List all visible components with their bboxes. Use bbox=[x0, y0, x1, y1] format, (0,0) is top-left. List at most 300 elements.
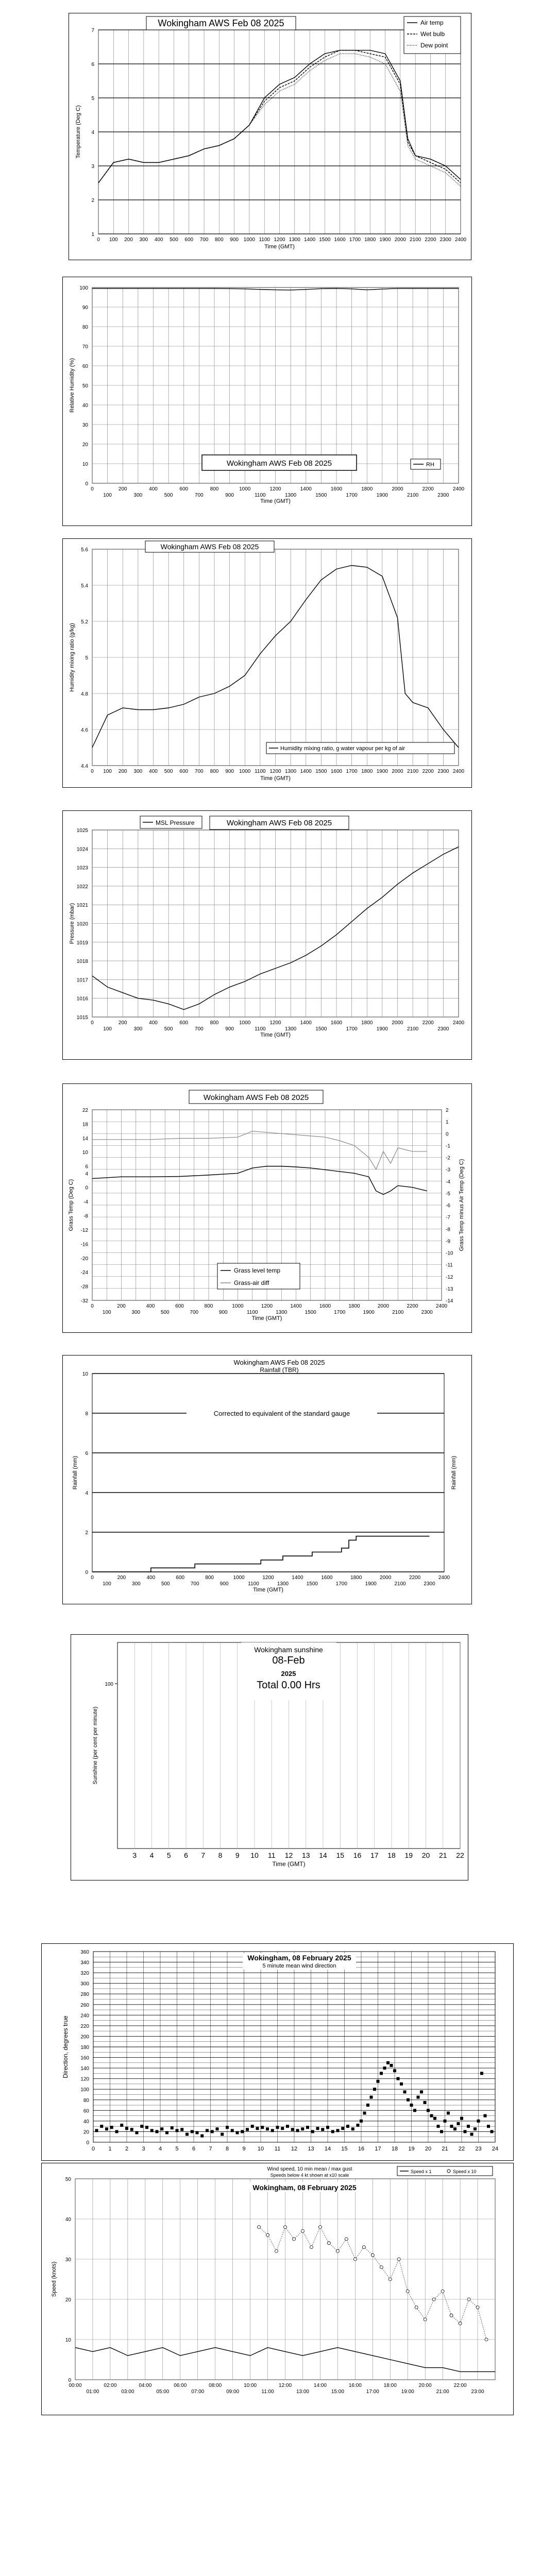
data-point bbox=[284, 2226, 287, 2229]
x-tick-label: 900 bbox=[225, 1026, 234, 1032]
y-tick-label: 90 bbox=[82, 305, 88, 311]
humidity-panel bbox=[62, 277, 472, 526]
x-tick-label: 1400 bbox=[303, 237, 316, 243]
x-tick-label: 2400 bbox=[452, 486, 465, 492]
x-tick-label: 1000 bbox=[239, 1020, 251, 1026]
grass-temp-panel bbox=[62, 1083, 472, 1333]
x-tick-label: 300 bbox=[131, 1310, 141, 1315]
data-point bbox=[437, 2125, 440, 2128]
y-tick-label: 140 bbox=[80, 2066, 89, 2072]
y-tick-label: 20 bbox=[65, 2297, 71, 2303]
x-tick-label: 300 bbox=[133, 769, 143, 774]
y-tick-label: 5.2 bbox=[81, 619, 88, 625]
x-tick-label: 1600 bbox=[330, 486, 343, 492]
x-tick-label: 15 bbox=[341, 2146, 348, 2152]
data-point bbox=[415, 2306, 418, 2309]
pressure-panel bbox=[62, 810, 472, 1060]
y-tick-label: 5.6 bbox=[81, 547, 88, 553]
data-point bbox=[110, 2126, 113, 2129]
x-tick-label: 11:00 bbox=[261, 2389, 274, 2395]
x-tick-label: 0 bbox=[91, 2146, 95, 2152]
x-tick-label: 15 bbox=[336, 1851, 345, 1859]
y-tick-label: 180 bbox=[80, 2045, 89, 2050]
legend-label: Humidity mixing ratio, g water vapour per kg of air bbox=[280, 745, 405, 752]
data-point bbox=[185, 2133, 189, 2136]
data-point bbox=[251, 2125, 254, 2128]
x-tick-label: 2000 bbox=[394, 237, 406, 243]
data-point bbox=[266, 2233, 269, 2236]
y-tick-label: 1020 bbox=[76, 921, 88, 927]
y-tick-label: 6 bbox=[91, 62, 94, 67]
wind-speed-panel bbox=[41, 2163, 514, 2415]
data-point bbox=[258, 2226, 261, 2229]
y2-tick-label: -7 bbox=[446, 1215, 450, 1221]
data-point bbox=[417, 2096, 420, 2099]
data-point bbox=[406, 2290, 409, 2293]
data-point bbox=[410, 2104, 413, 2107]
x-tick-label: 2000 bbox=[392, 769, 403, 774]
data-point bbox=[140, 2125, 143, 2128]
data-point bbox=[366, 2104, 369, 2107]
y-tick-label: 4 bbox=[85, 1171, 88, 1177]
x-tick-label: 10:00 bbox=[244, 2383, 257, 2388]
x-tick-label: 800 bbox=[210, 486, 219, 492]
data-point bbox=[430, 2114, 433, 2117]
x-tick-label: 21:00 bbox=[436, 2389, 449, 2395]
y-tick-label: 160 bbox=[80, 2055, 89, 2061]
x-tick-label: 1500 bbox=[315, 493, 327, 498]
y-tick-label: 120 bbox=[80, 2076, 89, 2082]
x-tick-label: 2000 bbox=[392, 1020, 403, 1026]
chart-title: Wokingham AWS Feb 08 2025 bbox=[158, 18, 284, 28]
data-point bbox=[105, 2127, 108, 2130]
y-tick-label: 8 bbox=[85, 1411, 88, 1417]
y-tick-label: 30 bbox=[82, 422, 88, 428]
data-point bbox=[383, 2066, 386, 2070]
data-point bbox=[351, 2127, 354, 2130]
data-point bbox=[447, 2111, 450, 2114]
x-tick-label: 06:00 bbox=[174, 2383, 187, 2388]
chart-date: 08-Feb bbox=[272, 1655, 305, 1666]
y2-tick-label: -3 bbox=[446, 1167, 450, 1173]
x-tick-label: 23 bbox=[475, 2146, 482, 2152]
x-tick-label: 1400 bbox=[300, 769, 312, 774]
x-tick-label: 17:00 bbox=[366, 2389, 379, 2395]
y2-tick-label: -4 bbox=[446, 1179, 450, 1185]
y-tick-label: 1017 bbox=[76, 977, 88, 984]
x-tick-label: 17 bbox=[370, 1851, 379, 1859]
data-point bbox=[291, 2128, 294, 2131]
y-tick-label: -32 bbox=[80, 1298, 88, 1304]
x-tick-label: 6 bbox=[192, 2146, 196, 2152]
data-point bbox=[150, 2129, 154, 2132]
y-tick-label: 0 bbox=[86, 2140, 89, 2146]
data-point bbox=[407, 2098, 410, 2102]
x-tick-label: 1300 bbox=[285, 769, 297, 774]
x-tick-label: 1000 bbox=[232, 1303, 244, 1309]
data-point bbox=[485, 2338, 488, 2341]
x-tick-label: 1900 bbox=[363, 1310, 375, 1315]
legend-label: Grass-air diff bbox=[234, 1279, 269, 1286]
y2-tick-label: -9 bbox=[446, 1239, 450, 1245]
chart-note: Speeds below 4 kt shown at x10 scale bbox=[270, 2173, 349, 2178]
x-tick-label: 12 bbox=[291, 2146, 298, 2152]
data-point bbox=[386, 2061, 390, 2064]
data-point bbox=[397, 2258, 400, 2261]
chart-total: Total 0.00 Hrs bbox=[257, 1680, 320, 1691]
x-tick-label: 07:00 bbox=[191, 2389, 205, 2395]
x-tick-label: 1700 bbox=[346, 1026, 358, 1032]
wind-speed-chart bbox=[42, 2163, 513, 2415]
data-point bbox=[477, 2120, 480, 2123]
data-point bbox=[341, 2127, 344, 2130]
y-axis-label: Rainfall (mm) bbox=[72, 1455, 78, 1490]
y-tick-label: 1018 bbox=[76, 959, 88, 965]
x-tick-label: 1800 bbox=[350, 1575, 362, 1581]
x-tick-label: 400 bbox=[154, 237, 163, 243]
x-tick-label: 0 bbox=[91, 769, 94, 774]
x-tick-label: 2300 bbox=[439, 237, 451, 243]
data-point bbox=[180, 2128, 183, 2131]
x-tick-label: 20 bbox=[421, 1851, 430, 1859]
x-tick-label: 600 bbox=[175, 1303, 184, 1309]
chart-subtitle: Wind speed, 10 min mean / max gust bbox=[267, 2166, 352, 2172]
data-point bbox=[444, 2120, 447, 2123]
data-point bbox=[360, 2120, 363, 2123]
chart-subtitle: Rainfall (TBR) bbox=[260, 1366, 299, 1374]
y-tick-label: -20 bbox=[80, 1256, 88, 1262]
x-tick-label: 400 bbox=[146, 1303, 155, 1309]
x-tick-label: 2100 bbox=[407, 493, 419, 498]
y2-tick-label: -10 bbox=[446, 1250, 453, 1257]
y-tick-label: 60 bbox=[82, 364, 88, 369]
x-tick-label: 1400 bbox=[300, 486, 312, 492]
data-point bbox=[311, 2130, 314, 2133]
x-tick-label: 300 bbox=[133, 493, 143, 498]
y-tick-label: 0 bbox=[85, 481, 88, 487]
data-point bbox=[336, 2129, 340, 2132]
x-tick-label: 17 bbox=[375, 2146, 381, 2152]
y2-axis-label: Grass Temp minus Air Temp (Deg C) bbox=[459, 1159, 465, 1251]
data-point bbox=[390, 2064, 393, 2067]
y2-tick-label: 0 bbox=[446, 1131, 449, 1138]
data-point bbox=[377, 2080, 380, 2083]
data-point bbox=[424, 2318, 427, 2321]
data-point bbox=[380, 2072, 383, 2075]
x-tick-label: 800 bbox=[204, 1303, 213, 1309]
data-point bbox=[371, 2253, 374, 2257]
y-tick-label: 50 bbox=[65, 2177, 71, 2182]
y-tick-label: 6 bbox=[85, 1451, 88, 1456]
x-tick-label: 1200 bbox=[269, 486, 281, 492]
y-tick-label: 4 bbox=[85, 1490, 88, 1496]
x-tick-label: 400 bbox=[146, 1575, 156, 1581]
data-point bbox=[281, 2127, 284, 2130]
x-tick-label: 1200 bbox=[262, 1575, 274, 1581]
x-tick-label: 8 bbox=[225, 2146, 229, 2152]
data-point bbox=[276, 2126, 279, 2129]
x-tick-label: 14 bbox=[324, 2146, 331, 2152]
y-tick-label: 10 bbox=[65, 2337, 71, 2343]
x-tick-label: 800 bbox=[214, 237, 224, 243]
y-axis-label: Speed (knots) bbox=[51, 2261, 57, 2297]
x-tick-label: 400 bbox=[149, 1020, 158, 1026]
data-point bbox=[206, 2129, 209, 2132]
x-tick-label: 2200 bbox=[407, 1303, 418, 1309]
y-tick-label: 7 bbox=[91, 28, 94, 33]
y-tick-label: -4 bbox=[83, 1199, 88, 1206]
x-tick-label: 16:00 bbox=[348, 2383, 362, 2388]
data-point bbox=[95, 2129, 98, 2132]
y-tick-label: 10 bbox=[82, 462, 88, 467]
x-tick-label: 1400 bbox=[292, 1575, 303, 1581]
data-point bbox=[200, 2134, 204, 2138]
data-point bbox=[370, 2096, 373, 2099]
data-point bbox=[345, 2238, 348, 2241]
y-tick-label: 320 bbox=[80, 1971, 89, 1977]
x-tick-label: 21 bbox=[442, 2146, 448, 2152]
data-point bbox=[145, 2126, 148, 2129]
y-tick-label: 50 bbox=[82, 383, 88, 389]
y2-tick-label: -5 bbox=[446, 1191, 450, 1197]
x-tick-label: 1000 bbox=[239, 769, 251, 774]
data-point bbox=[318, 2226, 322, 2229]
y-tick-label: 340 bbox=[80, 1960, 89, 1966]
y-tick-label: 30 bbox=[65, 2257, 71, 2263]
y-tick-label: 40 bbox=[65, 2217, 71, 2223]
x-tick-label: 300 bbox=[139, 237, 148, 243]
x-tick-label: 2400 bbox=[438, 1575, 450, 1581]
x-tick-label: 24 bbox=[492, 2146, 499, 2152]
data-point bbox=[160, 2127, 163, 2130]
chart-title: Wokingham AWS Feb 08 2025 bbox=[203, 1093, 309, 1102]
x-tick-label: 700 bbox=[195, 769, 204, 774]
data-point bbox=[236, 2131, 239, 2134]
x-tick-label: 00:00 bbox=[69, 2383, 82, 2388]
y-tick-label: -8 bbox=[83, 1213, 88, 1219]
data-point bbox=[286, 2125, 289, 2128]
x-tick-label: 13 bbox=[308, 2146, 314, 2152]
x-tick-label: 100 bbox=[103, 493, 112, 498]
data-point bbox=[441, 2290, 444, 2293]
x-tick-label: 5 bbox=[175, 2146, 179, 2152]
x-tick-label: 1900 bbox=[379, 237, 391, 243]
x-tick-label: 0 bbox=[91, 1020, 94, 1026]
wind-direction-chart bbox=[42, 1944, 513, 2160]
x-axis-label: Time (GMT) bbox=[251, 1315, 282, 1321]
chart-title: Wokingham AWS Feb 08 2025 bbox=[226, 819, 332, 827]
rainfall-chart bbox=[63, 1355, 471, 1604]
x-tick-label: 900 bbox=[218, 1310, 228, 1315]
y2-tick-label: -2 bbox=[446, 1155, 450, 1161]
y-tick-label: 1 bbox=[91, 232, 94, 238]
y-tick-label: 70 bbox=[82, 344, 88, 350]
y-tick-label: -16 bbox=[80, 1242, 88, 1248]
x-tick-label: 1500 bbox=[306, 1581, 318, 1587]
x-tick-label: 1000 bbox=[239, 486, 251, 492]
x-tick-label: 1300 bbox=[276, 1310, 288, 1315]
y-tick-label: 1015 bbox=[76, 1015, 88, 1021]
x-tick-label: 500 bbox=[164, 769, 173, 774]
x-tick-label: 1000 bbox=[233, 1575, 245, 1581]
data-point bbox=[156, 2130, 159, 2133]
y2-tick-label: 2 bbox=[446, 1108, 449, 1113]
x-tick-label: 300 bbox=[132, 1581, 141, 1587]
x-tick-label: 1700 bbox=[335, 1581, 347, 1587]
data-point bbox=[373, 2088, 376, 2091]
y-tick-label: 5 bbox=[91, 96, 94, 101]
x-tick-label: 0 bbox=[91, 1575, 94, 1581]
x-tick-label: 200 bbox=[117, 1575, 126, 1581]
x-tick-label: 16 bbox=[353, 1851, 362, 1859]
y-tick-label: 4 bbox=[91, 130, 94, 135]
data-point bbox=[440, 2130, 443, 2133]
data-point bbox=[221, 2133, 224, 2136]
data-point bbox=[196, 2131, 199, 2134]
x-tick-label: 700 bbox=[199, 237, 209, 243]
x-tick-label: 1800 bbox=[361, 1020, 373, 1026]
x-tick-label: 600 bbox=[179, 769, 189, 774]
chart-title: Wokingham, 08 February 2025 bbox=[252, 2183, 357, 2192]
data-point bbox=[420, 2090, 423, 2093]
x-tick-label: 200 bbox=[124, 237, 133, 243]
data-point bbox=[480, 2072, 483, 2075]
data-point bbox=[400, 2082, 403, 2086]
legend-label: Wet bulb bbox=[420, 30, 445, 38]
y-tick-label: 300 bbox=[80, 1981, 89, 1987]
y2-tick-label: -14 bbox=[446, 1298, 453, 1304]
x-axis-label: Time (GMT) bbox=[260, 1032, 291, 1038]
temperature-chart bbox=[69, 13, 471, 260]
data-point bbox=[136, 2131, 139, 2134]
x-tick-label: 4 bbox=[158, 2146, 162, 2152]
x-tick-label: 6 bbox=[184, 1851, 188, 1859]
x-axis-label: Time (GMT) bbox=[260, 775, 291, 782]
y-tick-label: -28 bbox=[80, 1284, 88, 1290]
x-tick-label: 12 bbox=[284, 1851, 293, 1859]
x-tick-label: 600 bbox=[184, 237, 194, 243]
x-tick-label: 700 bbox=[195, 493, 204, 498]
x-tick-label: 13:00 bbox=[296, 2389, 309, 2395]
rainfall-panel bbox=[62, 1355, 472, 1604]
data-point bbox=[191, 2130, 194, 2133]
data-point bbox=[363, 2111, 366, 2114]
x-tick-label: 1100 bbox=[255, 769, 266, 774]
y-tick-label: -12 bbox=[80, 1227, 88, 1233]
x-tick-label: 22:00 bbox=[453, 2383, 467, 2388]
x-tick-label: 100 bbox=[103, 769, 112, 774]
y2-tick-label: -1 bbox=[446, 1143, 450, 1149]
x-tick-label: 2400 bbox=[452, 769, 465, 774]
y-tick-label: 10 bbox=[82, 1371, 88, 1377]
y-tick-label: 18 bbox=[82, 1122, 88, 1128]
x-tick-label: 7 bbox=[209, 2146, 212, 2152]
y-axis-label: Sunshine (per cent per minute) bbox=[92, 1706, 98, 1785]
x-tick-label: 2200 bbox=[422, 486, 434, 492]
data-point bbox=[246, 2128, 249, 2131]
data-point bbox=[353, 2258, 357, 2261]
data-point bbox=[336, 2249, 339, 2252]
relative-humidity-chart bbox=[63, 277, 471, 526]
y2-axis-label: Rainfall (mm) bbox=[451, 1455, 457, 1490]
data-point bbox=[241, 2130, 244, 2133]
x-tick-label: 2000 bbox=[377, 1303, 390, 1309]
data-point bbox=[427, 2109, 430, 2112]
pressure-chart bbox=[63, 811, 471, 1059]
x-tick-label: 9 bbox=[242, 2146, 246, 2152]
y-tick-label: 220 bbox=[80, 2023, 89, 2029]
y-tick-label: 20 bbox=[83, 2129, 89, 2136]
x-tick-label: 1800 bbox=[348, 1303, 360, 1309]
y2-tick-label: -8 bbox=[446, 1227, 450, 1233]
data-point bbox=[450, 2314, 453, 2317]
x-tick-label: 500 bbox=[164, 1026, 173, 1032]
data-point bbox=[476, 2306, 479, 2309]
data-point bbox=[357, 2124, 360, 2127]
x-tick-label: 400 bbox=[149, 769, 158, 774]
x-tick-label: 1900 bbox=[376, 1026, 388, 1032]
y-tick-label: 1016 bbox=[76, 996, 88, 1002]
x-tick-label: 200 bbox=[118, 486, 127, 492]
x-tick-label: 1400 bbox=[300, 1020, 312, 1026]
x-axis-label: Time (GMT) bbox=[253, 1587, 283, 1593]
x-tick-label: 100 bbox=[109, 237, 118, 243]
legend-label: MSL Pressure bbox=[156, 819, 195, 826]
wind-direction-panel bbox=[41, 1943, 514, 2161]
legend-label: Air temp bbox=[420, 19, 444, 26]
data-point bbox=[266, 2127, 269, 2130]
chart-title: Wokingham AWS Feb 08 2025 bbox=[226, 459, 332, 468]
data-point bbox=[226, 2126, 229, 2129]
legend-label: Dew point bbox=[420, 42, 448, 49]
y-tick-label: 1023 bbox=[76, 865, 88, 871]
data-point bbox=[176, 2129, 179, 2132]
x-tick-label: 1900 bbox=[376, 769, 388, 774]
x-tick-label: 1300 bbox=[285, 493, 297, 498]
data-point bbox=[388, 2278, 392, 2281]
x-tick-label: 1100 bbox=[255, 493, 266, 498]
plot-area bbox=[92, 1374, 444, 1572]
y-axis-label: Pressure (mbar) bbox=[69, 903, 75, 944]
x-tick-label: 10 bbox=[250, 1851, 259, 1859]
x-tick-label: 900 bbox=[225, 769, 234, 774]
x-tick-label: 20:00 bbox=[418, 2383, 432, 2388]
y2-tick-label: -12 bbox=[446, 1274, 453, 1280]
data-point bbox=[459, 2322, 462, 2325]
x-tick-label: 1900 bbox=[365, 1581, 377, 1587]
legend-label: Grass level temp bbox=[234, 1267, 281, 1274]
x-tick-label: 02:00 bbox=[104, 2383, 117, 2388]
x-tick-label: 18:00 bbox=[383, 2383, 397, 2388]
x-tick-label: 14 bbox=[319, 1851, 327, 1859]
x-tick-label: 600 bbox=[179, 486, 189, 492]
data-point bbox=[362, 2246, 365, 2249]
x-tick-label: 1600 bbox=[319, 1303, 331, 1309]
x-tick-label: 800 bbox=[210, 769, 219, 774]
temperature-panel bbox=[69, 13, 471, 260]
x-tick-label: 2300 bbox=[421, 1310, 433, 1315]
x-tick-label: 20 bbox=[425, 2146, 432, 2152]
x-tick-label: 1600 bbox=[330, 1020, 343, 1026]
x-tick-label: 19 bbox=[408, 2146, 415, 2152]
y-tick-label: 5 bbox=[85, 655, 88, 661]
x-tick-label: 01:00 bbox=[86, 2389, 99, 2395]
x-tick-label: 2100 bbox=[407, 769, 419, 774]
x-tick-label: 19:00 bbox=[401, 2389, 414, 2395]
x-tick-label: 19 bbox=[404, 1851, 413, 1859]
x-tick-label: 2400 bbox=[435, 1303, 448, 1309]
x-tick-label: 10 bbox=[257, 2146, 264, 2152]
